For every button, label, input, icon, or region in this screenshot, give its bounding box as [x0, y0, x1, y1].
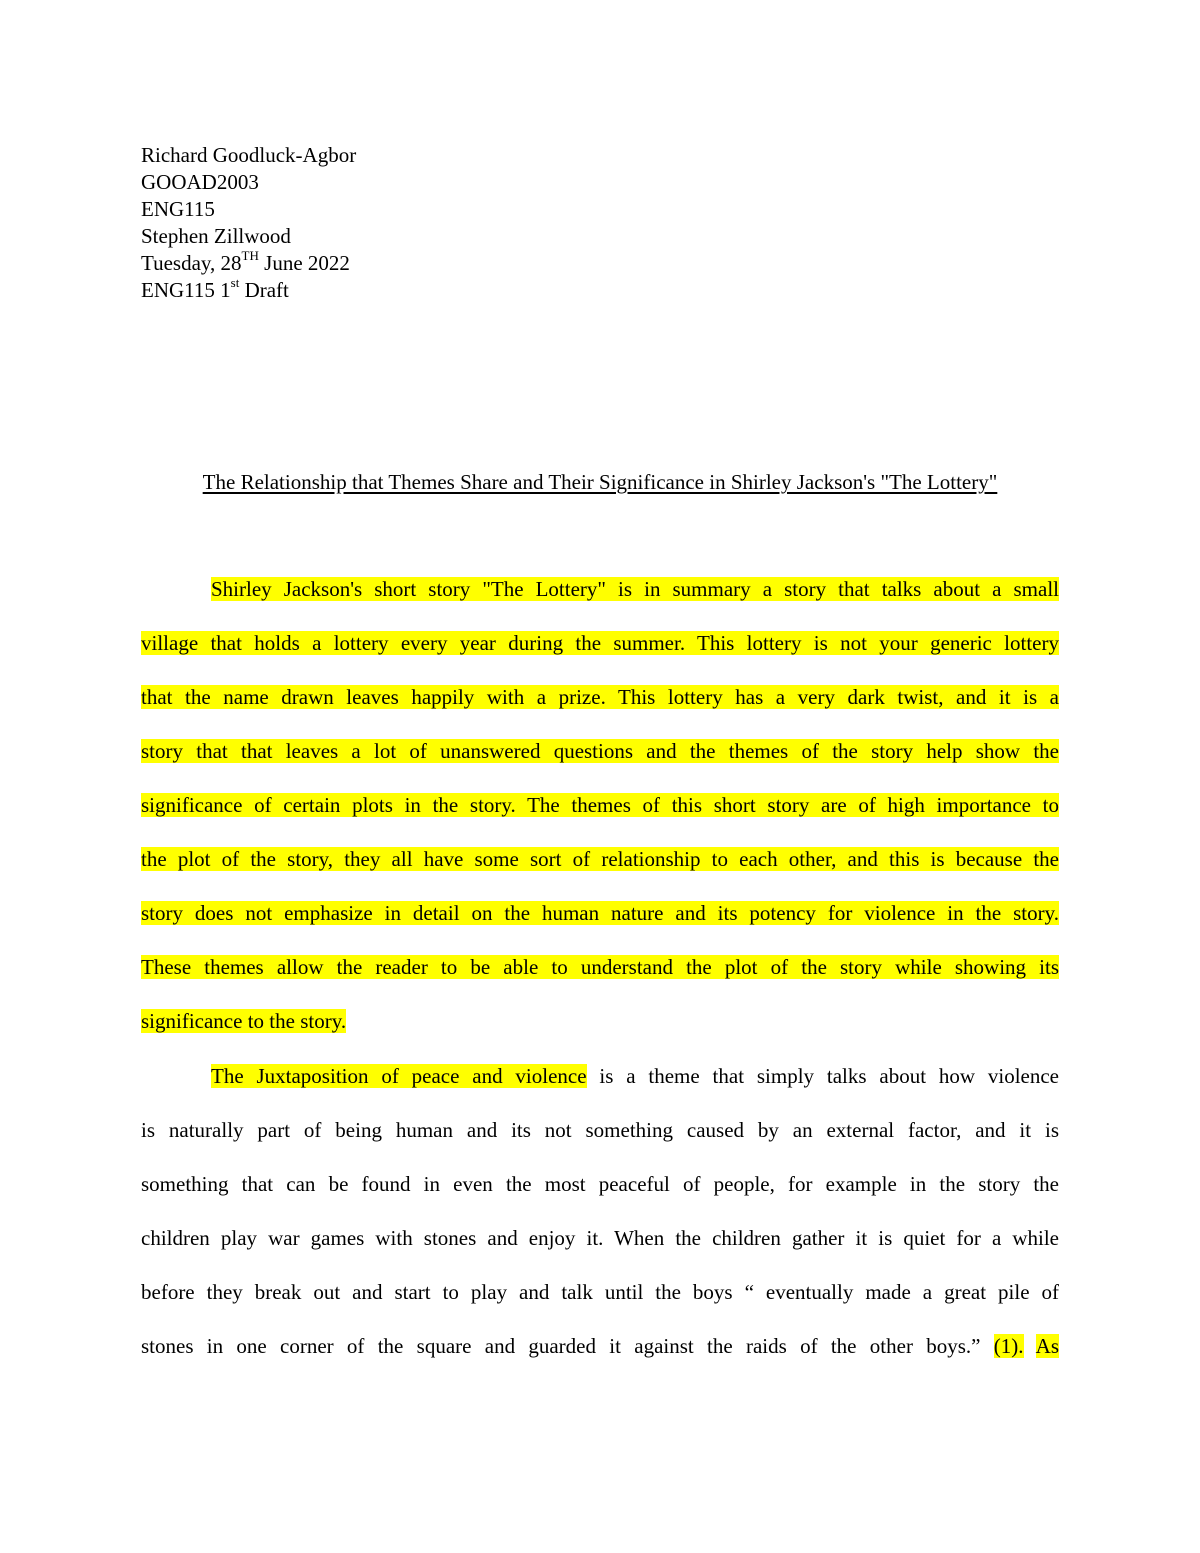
paragraph-2-text: is a theme that simply talks about how violence	[586, 1064, 1059, 1088]
highlighted-text: significance of certain plots in the story.	[141, 793, 516, 817]
student-id: GOOAD2003	[141, 170, 259, 194]
date-suffix: June 2022	[258, 251, 350, 275]
citation: (1).	[993, 1334, 1024, 1358]
highlighted-text: Shirley Jackson's short story "The Lottery" is in summary a story that talks about a small	[211, 577, 1059, 601]
draft-label	[141, 277, 356, 304]
paragraph-2-line	[211, 1061, 1059, 1091]
date-prefix: Tuesday, 28	[141, 251, 242, 275]
highlighted-text: village that holds a lottery every year during the summer. This lottery is not your generic lottery	[141, 631, 1059, 655]
paragraph-1-line	[141, 736, 1059, 766]
highlighted-theme-phrase: The Juxtaposition of peace and violence	[211, 1064, 587, 1088]
draft-prefix: ENG115 1	[141, 278, 231, 302]
highlighted-text: The themes of this short story are of high importance to	[515, 793, 1059, 817]
paragraph-2-line	[141, 1331, 1059, 1361]
paragraph-1-line	[141, 628, 1059, 658]
highlighted-text: the plot of the story, they all have some sort of relationship to each other, and this is because the	[141, 847, 1059, 871]
paragraph-1-line	[141, 898, 1059, 928]
date-superscript: TH	[241, 248, 259, 263]
highlighted-text: that the name drawn leaves happily with a prize. This lottery has a very dark twist, and it is a	[141, 685, 1059, 709]
paragraph-1-line	[141, 1006, 1059, 1036]
author-name: Richard Goodluck-Agbor	[141, 143, 357, 167]
paragraph-1-line	[141, 790, 1059, 820]
instructor-name: Stephen Zillwood	[141, 224, 291, 248]
highlighted-text: story does not emphasize in detail on the human nature and its potency for violence in the story.	[141, 901, 1059, 925]
highlighted-text: significance to the story.	[141, 1009, 347, 1033]
paragraph-2-line: is naturally part of being human and its not something caused by an external factor, and it is	[141, 1118, 1059, 1142]
draft-superscript: st	[230, 275, 240, 290]
header-block	[141, 142, 356, 304]
paragraph-1-line	[141, 952, 1059, 982]
course-code: ENG115	[141, 197, 215, 221]
essay-title	[141, 468, 1059, 496]
highlighted-text: story that that leaves a lot of unanswered questions and the themes of the story help show the	[141, 739, 1059, 763]
paragraph-2-line: children play war games with stones and enjoy it. When the children gather it is quiet for a while	[141, 1226, 1059, 1250]
highlighted-text: As	[1035, 1334, 1060, 1358]
draft-suffix: Draft	[239, 278, 289, 302]
highlighted-text: These themes allow the reader to be able to understand the plot of the story while showing its	[141, 955, 1059, 979]
paragraph-2-line: something that can be found in even the most peaceful of people, for example in the story the	[141, 1172, 1059, 1196]
paragraph-1-line	[141, 844, 1059, 874]
paragraph-2-text: stones in one corner of the square and guarded it against the raids of the other boys.”	[141, 1334, 981, 1358]
paragraph-1-line	[141, 682, 1059, 712]
essay-title-text: The Relationship that Themes Share and Their Significance in Shirley Jackson's "The Lottery"	[202, 470, 998, 494]
paragraph-1-line	[211, 574, 1059, 604]
paragraph-2-line: before they break out and start to play and talk until the boys “ eventually made a great pile of	[141, 1280, 1059, 1304]
submission-date	[141, 250, 356, 277]
